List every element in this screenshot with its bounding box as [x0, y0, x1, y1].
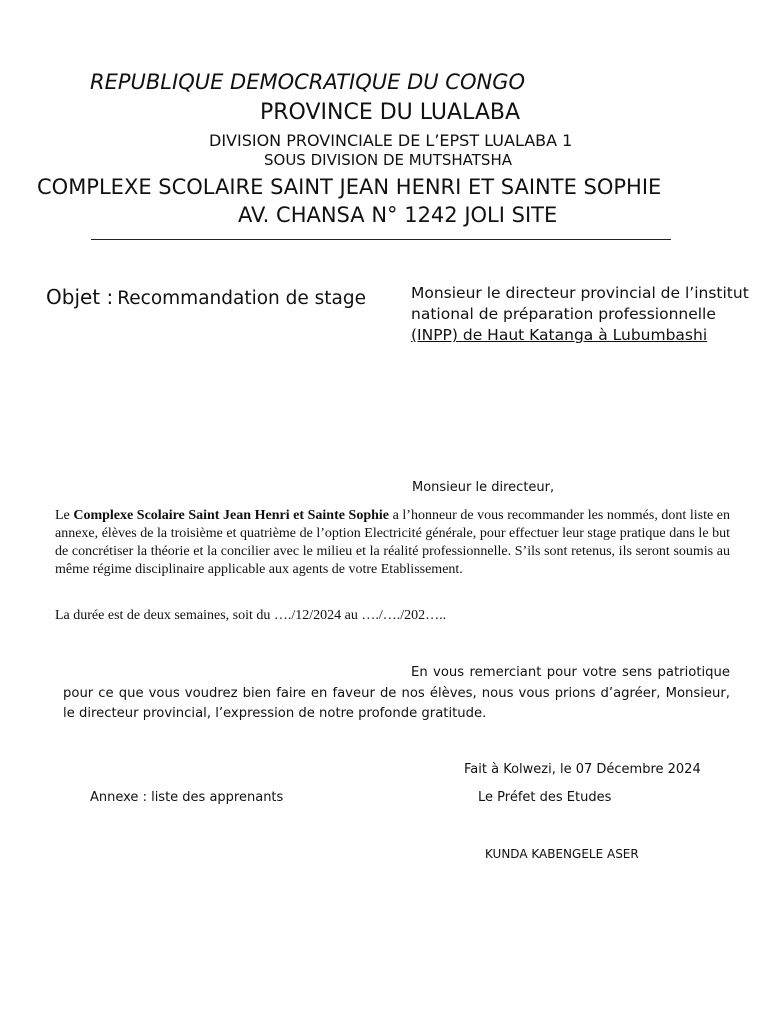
paragraph-rest: a l’honneur de vous recommander les nommés, dont liste en annexe, élèves de la troisième et quatrième de l’option Electricité générale, pour effectuer leur stage pratique dans le but de concrétiser la théorie et la concilier avec le milieu et la réalité professionnelle. S’ils sont retenus, ils seront soumis au même régime disciplinaire applicable aux agents de votre Etablissement.	[55, 508, 730, 577]
destinataire-line-2: national de préparation professionnelle	[411, 305, 716, 323]
header-division: DIVISION PROVINCIALE DE L’EPST LUALABA 1	[209, 131, 573, 150]
header-adresse: AV. CHANSA N° 1242 JOLI SITE	[238, 203, 558, 227]
annexe-note: Annexe : liste des apprenants	[90, 790, 284, 805]
destinataire-block	[411, 283, 751, 346]
signatory-name: KUNDA KABENGELE ASER	[485, 847, 639, 861]
objet-line	[46, 285, 366, 309]
header-divider	[91, 239, 671, 240]
salutation: Monsieur le directeur,	[412, 480, 555, 495]
destinataire-line-3: (INPP) de Haut Katanga à Lubumbashi	[411, 326, 708, 344]
header-republique: REPUBLIQUE DEMOCRATIQUE DU CONGO	[90, 70, 526, 94]
destinataire-line-1: Monsieur le directeur provincial de l’institut	[411, 284, 749, 302]
paragraph-closing: En vous remerciant pour votre sens patriotique pour ce que vous voudrez bien faire en faveur de nos élèves, nous vous prions d’agréer, Monsieur, le directeur provincial, l’expression de notre profonde gratitude.	[63, 665, 730, 721]
paragraph-duree: La durée est de deux semaines, soit du …./12/2024 au …./…./202…..	[55, 608, 447, 623]
header-complexe: COMPLEXE SCOLAIRE SAINT JEAN HENRI ET SAINTE SOPHIE	[37, 175, 662, 199]
header-sous-division: SOUS DIVISION DE MUTSHATSHA	[264, 151, 512, 169]
signatory-title: Le Préfet des Etudes	[478, 790, 612, 805]
header-province: PROVINCE DU LUALABA	[260, 100, 521, 125]
paragraph-prefix: Le	[55, 508, 74, 523]
school-name-bold: Complexe Scolaire Saint Jean Henri et Sainte Sophie	[73, 508, 390, 523]
date-place: Fait à Kolwezi, le 07 Décembre 2024	[464, 762, 701, 777]
paragraph-recommendation	[55, 507, 730, 579]
objet-text: Recommandation de stage	[117, 288, 367, 309]
objet-label: Objet :	[46, 285, 114, 309]
